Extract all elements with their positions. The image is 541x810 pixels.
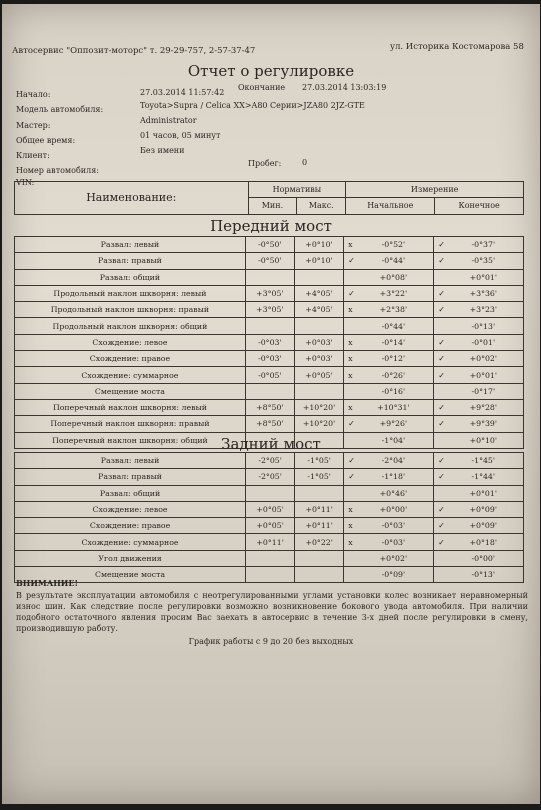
fail-mark-icon: x [348, 537, 353, 547]
row-max: -1°05' [295, 469, 344, 485]
row-initial [344, 269, 434, 285]
row-min: +0°11' [246, 534, 295, 550]
pass-mark-icon: ✓ [348, 419, 355, 429]
measurement-value: -0°37' [471, 240, 496, 250]
row-initial [344, 518, 434, 534]
measurement-value: -1°18' [381, 472, 406, 482]
row-max: +0°22' [295, 534, 344, 550]
company-address: ул. Историка Костомарова 58 [390, 42, 524, 52]
measurement-value: +0°01' [469, 272, 498, 282]
row-name: Продольный наклон шкворня: правый [15, 302, 246, 318]
row-final [434, 237, 524, 253]
measurement-value: +9°39' [469, 419, 498, 429]
row-min: -0°03' [245, 351, 294, 367]
row-max [294, 318, 343, 334]
front-axle-title: Передний мост [210, 217, 332, 235]
row-min: +0°05' [246, 501, 295, 517]
measurement-value: -0°17' [471, 386, 496, 396]
row-name: Продольный наклон шкворня: общий [15, 318, 246, 334]
row-min: -0°05' [245, 367, 294, 383]
name-column-header: Наименование: [15, 182, 249, 215]
total-time-value: 01 часов, 05 минут [140, 131, 221, 140]
row-min: +8°50' [245, 416, 294, 432]
initial-header: Начальное [346, 198, 435, 214]
row-name: Поперечный наклон шкворня: левый [15, 399, 246, 415]
measurement-value: -0°44' [381, 256, 406, 266]
pass-mark-icon: ✓ [348, 289, 355, 299]
row-final [434, 367, 524, 383]
end-value: 27.03.2014 13:03:19 [302, 83, 387, 92]
end-label: Окончание [238, 83, 286, 92]
row-final [434, 383, 524, 399]
row-initial [344, 485, 434, 501]
row-initial [344, 253, 434, 269]
row-final [434, 534, 524, 550]
measurement-value: +10°31' [377, 403, 410, 413]
row-max [295, 485, 344, 501]
measurement-value: +0°00' [379, 505, 408, 515]
row-name: Схождение: суммарное [15, 534, 246, 550]
measurement-value: +3°36' [469, 289, 498, 299]
measurement-value: -0°13' [471, 570, 496, 580]
row-final [434, 485, 524, 501]
table-row [15, 469, 524, 485]
row-name: Схождение: правое [15, 351, 246, 367]
measurement-value: +3°22' [379, 289, 408, 299]
row-min: -0°50' [245, 253, 294, 269]
measurement-value: -1°04' [381, 435, 406, 445]
row-initial [344, 550, 434, 566]
start-label: Начало: [16, 90, 51, 99]
table-row [15, 253, 524, 269]
measurement-value: +9°28' [469, 403, 498, 413]
table-row [15, 302, 524, 318]
pass-mark-icon: ✓ [438, 305, 445, 315]
table-row [15, 453, 524, 469]
fail-mark-icon: x [348, 370, 353, 380]
row-min [245, 318, 294, 334]
row-name: Развал: правый [15, 253, 246, 269]
row-final [434, 253, 524, 269]
table-row [15, 351, 524, 367]
table-row [15, 334, 524, 350]
rear-axle-title: Задний мост [221, 435, 321, 453]
row-max: +0°10' [294, 237, 343, 253]
row-initial [344, 383, 434, 399]
row-min: -0°03' [245, 334, 294, 350]
row-min [246, 567, 295, 583]
mileage-value: 0 [302, 158, 308, 167]
mileage-label: Пробег: [248, 159, 282, 168]
measurement-value: -0°01' [471, 337, 496, 347]
table-row [15, 367, 524, 383]
table-row [15, 550, 524, 566]
pass-mark-icon: ✓ [438, 537, 445, 547]
row-max: +0°03' [294, 334, 343, 350]
measurement-value: -0°14' [381, 337, 406, 347]
measurement-value: +0°01' [469, 488, 497, 498]
row-name: Поперечный наклон шкворня: правый [15, 416, 246, 432]
row-min: -2°05' [246, 469, 295, 485]
measurement-value: +0°09' [469, 505, 497, 515]
row-name: Смещение моста [15, 567, 246, 583]
measurement-value: -0°26' [381, 370, 406, 380]
rear-axle-table [14, 452, 524, 583]
max-header: Макс. [297, 198, 346, 214]
row-initial [344, 469, 434, 485]
vin-label: VIN: [16, 178, 35, 187]
min-header: Мин. [248, 198, 297, 214]
pass-mark-icon: ✓ [438, 456, 445, 466]
norms-header: Нормативы [248, 182, 346, 198]
row-final [434, 351, 524, 367]
measurement-value: +0°08' [379, 272, 408, 282]
row-final [434, 285, 524, 301]
row-final [434, 334, 524, 350]
client-label: Клиент: [16, 151, 50, 160]
row-initial [344, 416, 434, 432]
pass-mark-icon: ✓ [348, 472, 355, 482]
table-row [15, 285, 524, 301]
row-name: Угол движения [15, 550, 246, 566]
pass-mark-icon: ✓ [348, 456, 355, 466]
pass-mark-icon: ✓ [438, 521, 445, 531]
row-initial [344, 302, 434, 318]
measurement-value: -0°03' [381, 521, 406, 531]
row-max: -1°05' [295, 453, 344, 469]
row-initial [344, 399, 434, 415]
model-label: Модель автомобиля: [16, 105, 104, 114]
row-min [246, 550, 295, 566]
measurement-value: +0°02' [379, 553, 408, 563]
car-number-label: Номер автомобиля: [16, 166, 99, 175]
row-min: -0°50' [245, 237, 294, 253]
master-label: Мастер: [16, 121, 51, 130]
table-row [15, 416, 524, 432]
row-max: +4°05' [294, 285, 343, 301]
row-initial [344, 367, 434, 383]
work-schedule: График работы с 9 до 20 без выходных [188, 637, 354, 646]
row-name: Смещение моста [15, 383, 246, 399]
row-max: +0°11' [295, 501, 344, 517]
row-name: Развал: левый [15, 453, 246, 469]
row-initial [344, 318, 434, 334]
fail-mark-icon: x [348, 240, 353, 250]
front-axle-table [14, 236, 524, 449]
pass-mark-icon: ✓ [438, 403, 445, 413]
measurement-value: +0°18' [469, 537, 497, 547]
row-initial [344, 501, 434, 517]
table-row [15, 501, 524, 517]
measurement-value: -0°44' [381, 321, 406, 331]
warning-title: ВНИМАНИЕ! [16, 578, 78, 588]
table-row [15, 383, 524, 399]
row-final [434, 518, 524, 534]
pass-mark-icon: ✓ [438, 256, 445, 266]
start-value: 27.03.2014 11:57:42 [140, 88, 225, 97]
fail-mark-icon: x [348, 337, 353, 347]
total-time-label: Общее время: [16, 136, 76, 145]
fail-mark-icon: x [348, 505, 353, 515]
measurement-value: -0°03' [381, 537, 406, 547]
row-initial [344, 237, 434, 253]
pass-mark-icon: ✓ [438, 240, 445, 250]
measurement-value: +0°02' [469, 354, 498, 364]
measurement-value: -0°09' [381, 570, 406, 580]
row-final [434, 469, 524, 485]
measurement-value: -1°44' [471, 472, 496, 482]
row-final [434, 302, 524, 318]
row-min: +3°05' [245, 302, 294, 318]
row-min: -2°05' [246, 453, 295, 469]
master-value: Administrator [140, 116, 197, 125]
row-name: Поперечный наклон шкворня: общий [15, 432, 246, 448]
row-max: +10°20' [294, 416, 343, 432]
row-name: Развал: общий [15, 269, 246, 285]
pass-mark-icon: ✓ [438, 472, 445, 482]
measurement-value: -0°16' [381, 386, 406, 396]
fail-mark-icon: x [348, 305, 353, 315]
measurement-value: +0°09' [469, 521, 497, 531]
row-max: +0°10' [294, 253, 343, 269]
header-table [14, 181, 524, 215]
row-min: +8°50' [245, 399, 294, 415]
measurement-value: -0°12' [381, 354, 406, 364]
row-name: Развал: общий [15, 485, 246, 501]
measurement-value: -0°52' [381, 240, 406, 250]
row-max: +4°05' [294, 302, 343, 318]
pass-mark-icon: ✓ [438, 505, 445, 515]
measurement-value: +0°01' [469, 370, 498, 380]
row-initial [344, 351, 434, 367]
measurement-value: +3°23' [469, 305, 498, 315]
model-value: Toyota>Supra / Celica XX>A80 Серии>JZA80 2JZ-GTE [140, 101, 365, 110]
client-value: Без имени [140, 146, 185, 155]
measurement-value: +0°46' [379, 488, 408, 498]
row-final [434, 453, 524, 469]
row-max [295, 550, 344, 566]
row-final [434, 550, 524, 566]
row-initial [344, 567, 434, 583]
row-name: Развал: правый [15, 469, 246, 485]
row-min [246, 485, 295, 501]
measurement-value: -0°13' [471, 321, 496, 331]
row-final [434, 269, 524, 285]
row-initial [344, 534, 434, 550]
table-row [15, 518, 524, 534]
measurement-value: -1°45' [471, 456, 496, 466]
row-max: +10°20' [294, 399, 343, 415]
table-row [15, 567, 524, 583]
fail-mark-icon: x [348, 521, 353, 531]
pass-mark-icon: ✓ [348, 256, 355, 266]
row-initial [344, 285, 434, 301]
table-row [15, 399, 524, 415]
row-name: Схождение: правое [15, 518, 246, 534]
measurement-value: +2°38' [379, 305, 408, 315]
row-final [434, 318, 524, 334]
row-initial [344, 334, 434, 350]
row-final [434, 416, 524, 432]
table-row [15, 485, 524, 501]
report-sheet [2, 4, 540, 804]
measurement-value: +0°10' [469, 435, 498, 445]
warning-text: В результате эксплуатации автомобиля с неотрегулированными углами установки колес возникает неравномерный износ шин. Как следствие после регулировки возможно возникновение бокового увода автомобиля. При наличии подобного остаточного явления просим Вас заехать в автосервис в течение 3-х дней после регулировки в смену, производившую работу. [16, 591, 528, 633]
row-final [434, 399, 524, 415]
pass-mark-icon: ✓ [438, 289, 445, 299]
final-header: Конечное [435, 198, 524, 214]
pass-mark-icon: ✓ [438, 354, 445, 364]
pass-mark-icon: ✓ [438, 419, 445, 429]
table-row [15, 534, 524, 550]
company-header: Автосервис "Оппозит-моторс" т. 29-29-757, 2-57-37-47 [12, 46, 256, 56]
pass-mark-icon: ✓ [438, 337, 445, 347]
row-name: Развал: левый [15, 237, 246, 253]
row-max [294, 269, 343, 285]
row-max: +0°05' [294, 367, 343, 383]
table-row [15, 318, 524, 334]
table-row [15, 269, 524, 285]
row-name: Схождение: суммарное [15, 367, 246, 383]
measurement-value: -0°00' [471, 553, 496, 563]
measure-header: Измерение [346, 182, 524, 198]
row-max [294, 383, 343, 399]
row-final [434, 501, 524, 517]
row-min [245, 269, 294, 285]
measurement-value: +9°26' [379, 419, 408, 429]
row-min [245, 383, 294, 399]
row-min: +0°05' [246, 518, 295, 534]
row-max: +0°11' [295, 518, 344, 534]
row-initial [344, 453, 434, 469]
row-max [295, 567, 344, 583]
row-name: Продольный наклон шкворня: левый [15, 285, 246, 301]
row-min: +3°05' [245, 285, 294, 301]
row-name: Схождение: левое [15, 501, 246, 517]
row-final [434, 567, 524, 583]
fail-mark-icon: x [348, 403, 353, 413]
row-max: +0°03' [294, 351, 343, 367]
measurement-value: -2°04' [381, 456, 406, 466]
table-row [15, 237, 524, 253]
row-name: Схождение: левое [15, 334, 246, 350]
page-title: Отчет о регулировке [187, 62, 355, 80]
pass-mark-icon: ✓ [438, 370, 445, 380]
fail-mark-icon: x [348, 354, 353, 364]
measurement-value: -0°35' [471, 256, 496, 266]
